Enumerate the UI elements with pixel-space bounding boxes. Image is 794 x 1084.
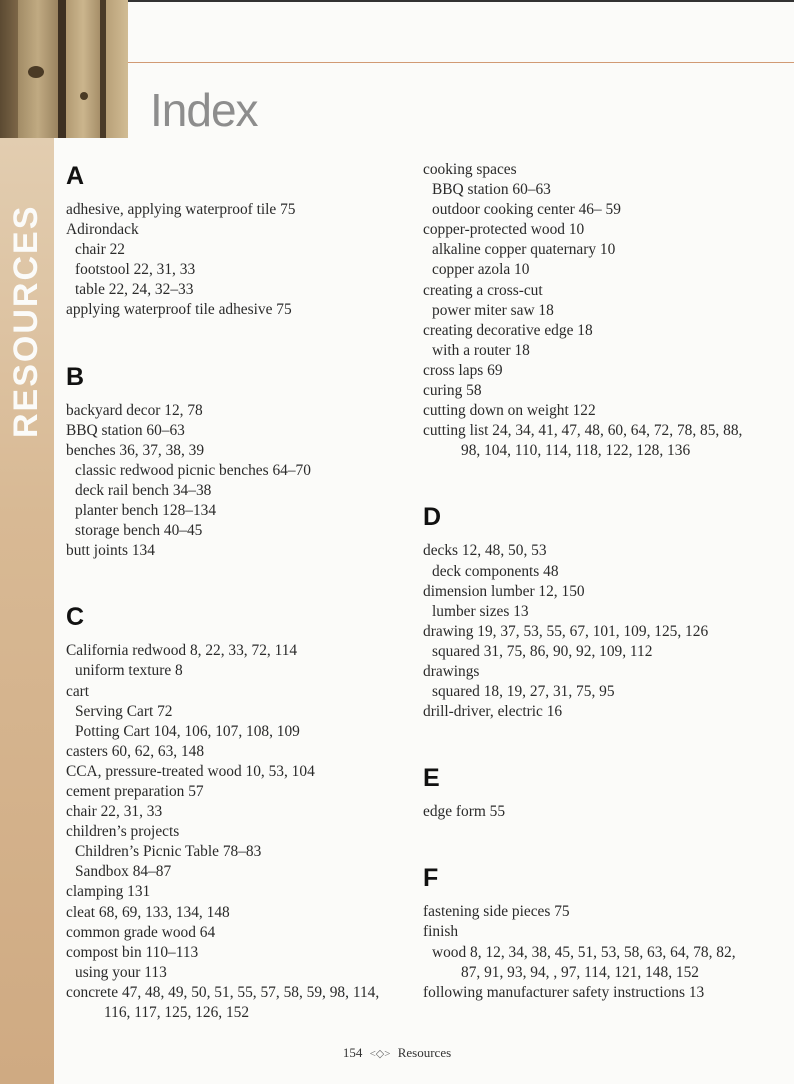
index-subentry: Potting Cart 104, 106, 107, 108, 109 bbox=[75, 722, 300, 740]
index-entry: cross laps 69 bbox=[423, 361, 503, 379]
index-entry: decks 12, 48, 50, 53 bbox=[423, 542, 547, 560]
page-number: 154 bbox=[342, 1045, 363, 1060]
index-subentry: Sandbox 84–87 bbox=[75, 863, 172, 881]
index-entry: finish bbox=[423, 923, 459, 941]
index-subentry: deck rail bench 34–38 bbox=[75, 481, 212, 499]
index-entry: drawing 19, 37, 53, 55, 67, 101, 109, 125, 126 bbox=[423, 622, 709, 640]
section-letter-a: A bbox=[66, 162, 85, 190]
index-entry: cooking spaces bbox=[423, 161, 517, 178]
section-letter-d: D bbox=[423, 503, 442, 532]
index-entry: adhesive, applying waterproof tile 75 bbox=[66, 201, 296, 218]
index-subentry: squared 18, 19, 27, 31, 75, 95 bbox=[432, 683, 615, 701]
right-column bbox=[423, 160, 783, 1003]
index-subentry: planter bench 128–134 bbox=[75, 502, 217, 520]
index-subentry: alkaline copper quaternary 10 bbox=[432, 241, 616, 259]
index-subentry: lumber sizes 13 bbox=[432, 602, 529, 620]
page-title: Index bbox=[150, 84, 258, 136]
resources-sidebar bbox=[0, 138, 54, 1084]
index-entry: butt joints 134 bbox=[66, 542, 155, 560]
index-subentry: wood 8, 12, 34, 38, 45, 51, 53, 58, 63, 64, 78, 82, bbox=[432, 943, 736, 961]
index-entry: applying waterproof tile adhesive 75 bbox=[66, 301, 292, 319]
index-entry: children’s projects bbox=[66, 823, 180, 841]
page-footer bbox=[0, 1045, 794, 1061]
index-entry: curing 58 bbox=[423, 382, 482, 400]
index-subentry: squared 31, 75, 86, 90, 92, 109, 112 bbox=[432, 642, 653, 660]
index-entry: cleat 68, 69, 133, 134, 148 bbox=[66, 903, 230, 921]
index-entry: cutting list 24, 34, 41, 47, 48, 60, 64, 72, 78, 85, 88, bbox=[423, 422, 743, 440]
index-entry: benches 36, 37, 38, 39 bbox=[66, 441, 205, 459]
index-subentry: using your 113 bbox=[75, 963, 167, 981]
left-column bbox=[66, 162, 411, 1023]
sidebar-label: RESOURCES bbox=[7, 204, 45, 438]
index-subentry: with a router 18 bbox=[432, 341, 530, 359]
index-subentry: storage bench 40–45 bbox=[75, 522, 203, 540]
index-subentry: Serving Cart 72 bbox=[75, 702, 173, 720]
section-letter-f: F bbox=[423, 864, 439, 893]
index-subentry: copper azola 10 bbox=[432, 261, 530, 279]
index-entry: compost bin 110–113 bbox=[66, 943, 199, 961]
section-letter-e: E bbox=[423, 764, 440, 793]
index-subentry: power miter saw 18 bbox=[432, 301, 554, 319]
header-rule bbox=[128, 62, 794, 63]
index-entry: California redwood 8, 22, 33, 72, 114 bbox=[66, 642, 298, 660]
footer-section: Resources bbox=[397, 1045, 452, 1060]
index-subentry: Children’s Picnic Table 78–83 bbox=[75, 843, 262, 861]
index-entry: clamping 131 bbox=[66, 883, 151, 901]
index-subentry: footstool 22, 31, 33 bbox=[75, 261, 196, 279]
index-subentry: table 22, 24, 32–33 bbox=[75, 281, 194, 299]
index-entry: CCA, pressure-treated wood 10, 53, 104 bbox=[66, 762, 315, 780]
index-entry: backyard decor 12, 78 bbox=[66, 401, 203, 419]
index-entry: following manufacturer safety instructions 13 bbox=[423, 983, 705, 1001]
index-entry-continued: 116, 117, 125, 126, 152 bbox=[104, 1004, 250, 1021]
index-entry: edge form 55 bbox=[423, 803, 506, 821]
index-entry: drawings bbox=[423, 662, 480, 680]
index-entry: fastening side pieces 75 bbox=[423, 903, 570, 921]
index-entry: chair 22, 31, 33 bbox=[66, 803, 163, 821]
index-entry: cart bbox=[66, 682, 90, 700]
index-subentry: classic redwood picnic benches 64–70 bbox=[75, 461, 311, 479]
index-entry-continued: 87, 91, 93, 94, , 97, 114, 121, 148, 152 bbox=[461, 963, 699, 981]
wood-photo bbox=[0, 0, 128, 138]
index-subentry: deck components 48 bbox=[432, 562, 559, 580]
section-letter-b: B bbox=[66, 362, 85, 391]
index-entry: drill-driver, electric 16 bbox=[423, 703, 563, 721]
index-entry: cutting down on weight 122 bbox=[423, 402, 596, 420]
index-subentry: BBQ station 60–63 bbox=[432, 181, 551, 199]
index-entry: common grade wood 64 bbox=[66, 923, 216, 941]
index-entry: dimension lumber 12, 150 bbox=[423, 582, 585, 600]
index-entry: concrete 47, 48, 49, 50, 51, 55, 57, 58, 59, 98, 114, bbox=[66, 983, 380, 1001]
index-subentry: outdoor cooking center 46– 59 bbox=[432, 201, 621, 219]
index-entry: BBQ station 60–63 bbox=[66, 421, 185, 439]
section-letter-c: C bbox=[66, 603, 85, 632]
index-entry: casters 60, 62, 63, 148 bbox=[66, 742, 205, 760]
index-subentry: chair 22 bbox=[75, 241, 125, 259]
diamond-arrows-icon: <◇> bbox=[369, 1048, 391, 1060]
index-entry: cement preparation 57 bbox=[66, 782, 204, 800]
index-entry: creating decorative edge 18 bbox=[423, 321, 593, 339]
index-entry: copper-protected wood 10 bbox=[423, 221, 585, 239]
index-entry-continued: 98, 104, 110, 114, 118, 122, 128, 136 bbox=[461, 442, 691, 460]
index-entry: Adirondack bbox=[66, 221, 139, 239]
index-subentry: uniform texture 8 bbox=[75, 662, 183, 680]
index-entry: creating a cross-cut bbox=[423, 281, 543, 299]
